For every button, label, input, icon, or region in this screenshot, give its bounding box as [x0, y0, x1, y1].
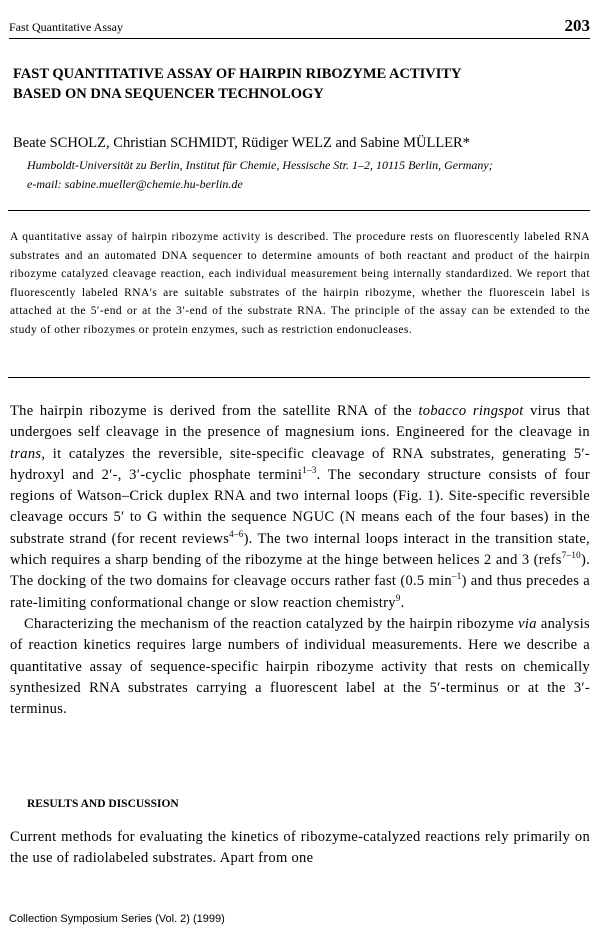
exponent-superscript: –1	[451, 571, 462, 582]
italic-via: via	[518, 615, 537, 632]
italic-tobacco-ringspot: tobacco ringspot	[418, 403, 524, 419]
citation-superscript: 1–3	[302, 465, 317, 476]
author-list: Beate SCHOLZ, Christian SCHMIDT, Rüdiger WELZ and Sabine MÜLLER*	[13, 135, 470, 151]
abstract: A quantitative assay of hairpin ribozyme activity is described. The procedure rests on fluorescently labeled RNA substrates and an automated DNA sequencer to determine amounts of both reactant and product of the hairpin ribozyme catalyzed cleavage reaction, each individual measurement being internally standardized. We report that fluorescently labeled RNA's are suitable substrates of the hairpin ribozyme, whether the fluorescein label is attached at the 5′-end or at the 3′-end of the substrate RNA. The principle of the assay can be extended to the study of other ribozymes or protein enzymes, such as restriction endonucleases.	[10, 231, 590, 336]
title-line-2: BASED ON DNA SEQUENCER TECHNOLOGY	[13, 86, 324, 102]
citation-superscript: 4–6	[229, 528, 244, 539]
citation-superscript: 9	[395, 592, 401, 603]
running-title: Fast Quantitative Assay	[9, 20, 123, 34]
affiliation	[27, 156, 587, 194]
affiliation-email: e-mail: sabine.mueller@chemie.hu-berlin.de	[27, 177, 243, 191]
article-title	[13, 64, 573, 104]
title-line-1: FAST QUANTITATIVE ASSAY OF HAIRPIN RIBOZYME ACTIVITY	[13, 66, 462, 82]
italic-trans: trans	[10, 445, 42, 462]
section-heading: RESULTS AND DISCUSSION	[27, 798, 179, 810]
running-head	[9, 14, 590, 39]
page-number: 203	[564, 16, 590, 35]
citation-superscript: 7–10	[561, 550, 581, 561]
section-text: Current methods for evaluating the kinetics of ribozyme-catalyzed reactions rely primarily on the use of radiolabeled substrates. Apart from one	[10, 829, 590, 867]
affiliation-address: Humboldt-Universität zu Berlin, Institut für Chemie, Hessische Str. 1–2, 10115 Berlin, Germany;	[27, 158, 493, 172]
footer-series: Collection Symposium Series (Vol. 2) (1999)	[9, 913, 225, 925]
abstract-top-rule	[8, 210, 590, 211]
paragraph-2: Characterizing the mechanism of the reaction catalyzed by the hairpin ribozyme via analysis of reaction kinetics requires large numbers of individual measurements. Here we describe a quantitative assay of sequence-specific hairpin ribozyme activity that rests on chemically synthesized RNA substrates carrying a fluorescent label at the 5′-terminus or at the 3′-terminus.	[10, 615, 590, 718]
abstract-bottom-rule	[8, 377, 590, 378]
paragraph-1: The hairpin ribozyme is derived from the satellite RNA of the tobacco ringspot virus that undergoes self cleavage in the presence of magnesium ions. Engineered for the cleavage in trans, it catalyzes the reversible, site-specific cleavage of RNA substrates, generating 5′-hydroxyl and 2′-, 3′-cyclic phosphate termini$^{1-3}$. The secondary structure consists of four regions of Watson–Crick duplex RNA and two internal loops (Fig. 1). Site-specific reversible cleavage occurs 5′ to G within the sequence NGUC (N means each of the four bases) in the substrate strand (for recent reviews$^{4-6}$). The two internal loops interact in the transition state, which requires a sharp bending of the ribozyme at the hinge between helices 2 and 3 (refs$^{7-10}$). The docking of the two domains for cleavage occurs rather fast (0.5 $\min^{-1}$) and thus precedes a rate-limiting conformational change or slow reaction chemistry$^9$.	[10, 403, 590, 611]
body-text	[10, 401, 590, 720]
